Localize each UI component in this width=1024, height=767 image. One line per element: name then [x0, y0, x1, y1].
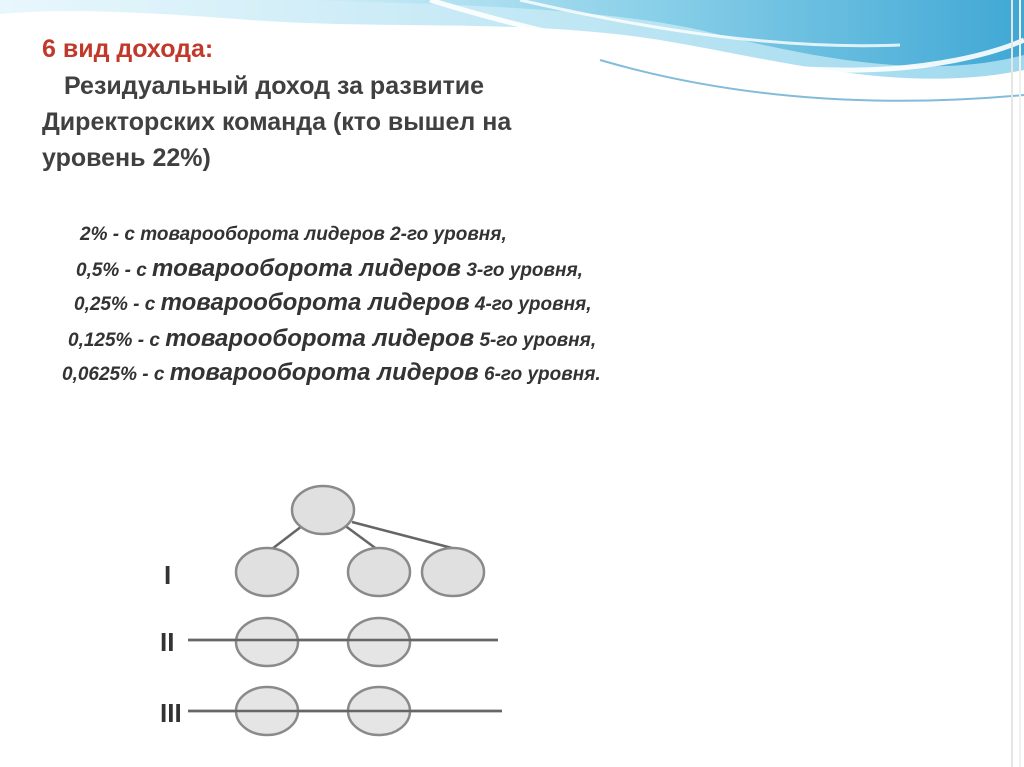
- node-level-1b: [348, 548, 410, 596]
- rate-middle: товарооборота лидеров: [160, 289, 470, 316]
- level-label-ii: II: [160, 627, 175, 657]
- connector-right: [352, 522, 452, 548]
- level-label-i: I: [164, 560, 172, 590]
- rate-level: 2-го уровня,: [390, 224, 507, 245]
- level-label-iii: III: [160, 698, 182, 728]
- title-heading: 6 вид дохода:: [42, 35, 214, 63]
- node-level-2a: [236, 618, 298, 666]
- rate-middle: товарооборота лидеров: [152, 255, 462, 282]
- rate-line-4: [68, 325, 596, 353]
- team-structure-diagram: [140, 470, 560, 740]
- title-line-2: Директорских команда (кто вышел на: [42, 108, 512, 136]
- rate-middle: товарооборота лидеров: [165, 325, 475, 352]
- tree-svg: [140, 470, 560, 740]
- title-line-1: Резидуальный доход за развитие: [64, 72, 485, 100]
- node-level-1c: [422, 548, 484, 596]
- rate-line-2: [76, 255, 583, 283]
- node-root: [292, 486, 354, 534]
- rate-level: 6-го уровня.: [484, 364, 601, 385]
- rate-level: 5-го уровня,: [479, 330, 597, 351]
- rate-level: 3-го уровня,: [466, 260, 583, 281]
- node-level-1a: [236, 548, 298, 596]
- right-frame-decoration: [994, 0, 1024, 767]
- rate-percent: 0,5% - с: [76, 260, 147, 281]
- rate-percent: 0,125% - с: [68, 330, 160, 351]
- rate-middle: товарооборота лидеров: [140, 224, 385, 245]
- rate-percent: 0,0625% - с: [62, 364, 165, 385]
- rate-percent: 2% - с: [80, 224, 135, 245]
- rate-line-3: [74, 289, 592, 317]
- title-line-3: уровень 22%): [42, 144, 211, 172]
- rate-line-5: [62, 359, 601, 387]
- rate-middle: товарооборота лидеров: [169, 359, 479, 386]
- rate-level: 4-го уровня,: [474, 294, 592, 315]
- rate-line-1: [80, 224, 507, 246]
- title-body: [42, 68, 682, 176]
- node-level-2b: [348, 618, 410, 666]
- slide-title: [42, 34, 682, 176]
- rate-percent: 0,25% - с: [74, 294, 156, 315]
